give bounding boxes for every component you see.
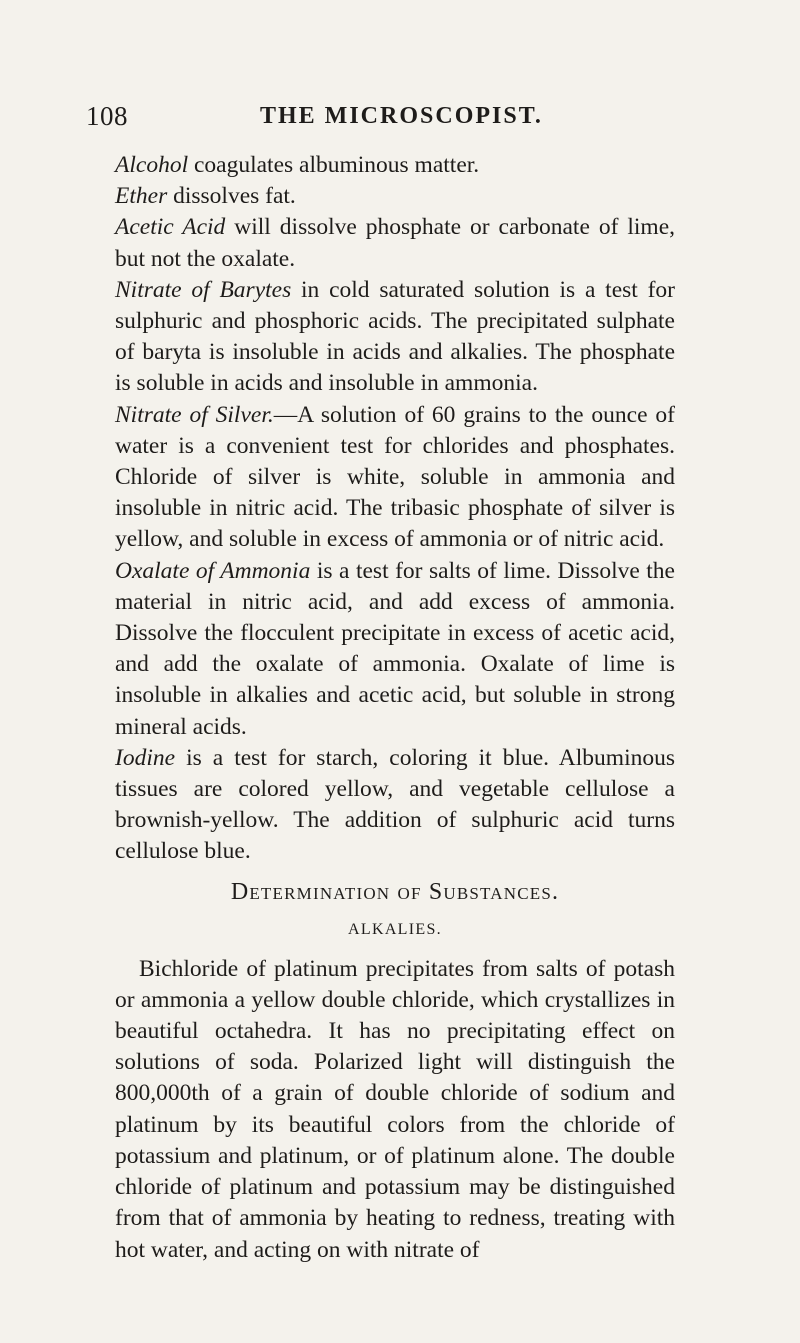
paragraph-nitrate-of-barytes-text: in cold saturated solution is a test for sulphuric and phosphoric acids. The precipitated sulphate of baryta is insoluble in acids and alkalies. The phosphate is soluble in acids and insoluble in ammonia. xyxy=(115,276,675,397)
page-header xyxy=(86,101,646,137)
term-alcohol: Alcohol xyxy=(115,152,189,178)
subsection-heading: ALKALIES. xyxy=(348,920,442,938)
paragraph-bichloride-of-platinum: Bichloride of platinum precipitates from salts of potash or ammonia a yellow double chloride, which crystallizes in beautiful octahedra. It has no precipitating effect on solutions of soda. Polarized light will distinguish the 800,000th of a grain of double chloride of sodium and platinum by its beautiful colors from the chloride of potassium and platinum, or of platinum alone. The double chloride of platinum and potassium may be distinguished from that of ammonia by heating to redness, treating with hot water, and acting on with nitrate of xyxy=(115,955,675,1263)
term-iodine: Iodine xyxy=(115,744,176,771)
paragraph-ether xyxy=(115,181,675,212)
running-title: THE MICROSCOPIST. xyxy=(260,103,543,129)
paragraph-alcohol-text: coagulates albuminous matter. xyxy=(188,152,480,178)
paragraph-iodine xyxy=(115,743,675,868)
body-text xyxy=(115,150,675,1266)
paragraph-iodine-text: is a test for starch, coloring it blue. Albuminous tissues are colored yellow, and vegetable cellulose a brownish-yellow. The addition of sulphuric acid turns cellulose blue. xyxy=(115,744,675,865)
term-nitrate-of-silver: Nitrate of Silver. xyxy=(115,401,274,428)
page-number: 108 xyxy=(86,101,128,131)
term-oxalate-of-ammonia: Oxalate of Ammonia xyxy=(115,557,311,584)
paragraph-ether-text: dissolves fat. xyxy=(167,183,296,210)
paragraph-nitrate-of-silver xyxy=(115,400,675,556)
term-acetic-acid: Acetic Acid xyxy=(115,214,226,241)
paragraph-oxalate-of-ammonia-text: is a test for salts of lime. Dissolve the material in nitric acid, and add excess of ammonia. Dissolve the flocculent precipitate in excess of acetic acid, and add the oxalate of ammonia. Oxalate of lime is insoluble in alkalies and acetic acid, but soluble in strong mineral acids. xyxy=(115,557,675,740)
term-ether: Ether xyxy=(115,183,168,210)
paragraph-nitrate-of-barytes xyxy=(115,275,675,400)
paragraph-acetic-acid-text: will dissolve phosphate or carbonate of lime, but not the oxalate. xyxy=(115,214,676,272)
paragraph-acetic-acid xyxy=(115,212,675,274)
section-heading: Determination of Substances. xyxy=(230,878,560,905)
term-nitrate-of-barytes: Nitrate of Barytes xyxy=(115,276,292,303)
paragraph-nitrate-of-silver-text: —A solution of 60 grains to the ounce of water is a convenient test for chlorides and phosphates. Chloride of silver is white, soluble in ammonia and insoluble in nitric acid. The tribasic phosphate of silver is yellow, and soluble in excess of ammonia or of nitric acid. xyxy=(115,401,676,553)
paragraph-alcohol xyxy=(115,150,675,181)
paragraph-oxalate-of-ammonia xyxy=(115,556,675,743)
